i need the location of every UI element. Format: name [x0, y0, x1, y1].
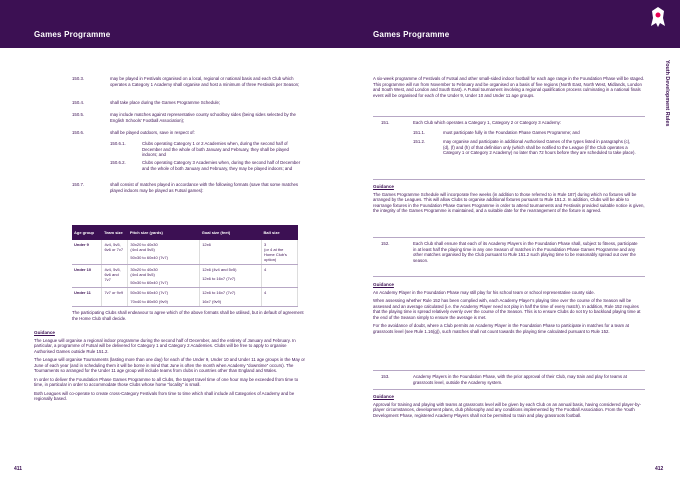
rule-text: shall consist of matches played in accordance with the following formats (save that some matches played indoors may be played as Futsal games):	[110, 182, 299, 193]
left-page-header: Games Programme	[34, 30, 111, 39]
table-cell: 4	[262, 288, 298, 307]
rule-number: 151.2.	[413, 139, 426, 144]
right-intro	[373, 76, 645, 101]
page-number-right: 412	[655, 466, 664, 472]
rule-number: 150.6.	[72, 130, 85, 135]
table-cell	[200, 288, 262, 307]
cell-line: 3	[264, 242, 267, 247]
formats-table	[72, 225, 298, 307]
table-header: Age group	[72, 225, 102, 240]
table-cell	[200, 265, 262, 288]
table-cell	[128, 240, 200, 265]
cell-line: (4v4 and 5v5)	[130, 272, 155, 277]
cell-line: 30x20 to 40x30	[130, 242, 158, 247]
guidance-paragraph: In order to deliver the Foundation Phase Games Programme to all Clubs, the target travel time of one hour may be exceeded from time to time, in particular in order to accommodate those Clubs whose home “locality” is small.	[34, 376, 299, 388]
rule-text: Academy Players in the Foundation Phase, with the prior approval of their Club, may train and play for teams at grassroots level, outside the Academy system.	[413, 374, 627, 385]
rule-number: 150.4.	[72, 100, 85, 105]
table-cell	[128, 288, 200, 307]
guidance-paragraph: For the avoidance of doubt, where a Club permits an Academy Player in the Foundation Phase to participate in matches for a team at grassroots level (see Rule 1.16(g)), such matches shall not count towards the playing time calculated pursuant to Rule 152.	[373, 323, 629, 334]
table-row	[72, 240, 298, 265]
guidance-paragraph: Approval for training and playing with teams at grassroots level will be given by each Club on an annual basis, having considered player-by-player circumstances, development plans, club philosophy and any conditions implemented by The Football Association. From the Youth Development Phase, registered Academy Players shall not be permitted to train and play grassroots football.	[373, 401, 642, 418]
rule-text: may be played in Festivals organised on a local, regional or national basis and each Club which operates a Category 1 Academy shall organise and host a minimum of three Festivals per Season;	[110, 76, 300, 87]
cell-line: 12x6 to 16x7 (7v7)	[202, 276, 236, 281]
page-number-left: 411	[14, 466, 23, 472]
rule-text: must participate fully in the Foundation Phase Games Programme; and	[443, 130, 580, 135]
cell-line: 12x6	[202, 242, 211, 247]
table-cell: Under 10	[72, 265, 102, 288]
side-title: Youth Development Rules	[664, 60, 670, 127]
table-row	[72, 265, 298, 288]
rule-number: 152.	[381, 241, 390, 246]
rule-text: shall be played outdoors, save in respect of:	[110, 130, 195, 135]
right-guidance-2	[373, 278, 645, 337]
cell-line: 70x40 to 80x50 (9v9)	[130, 299, 168, 304]
after-table-text: The participating Clubs shall endeavour to agree which of the above formats shall be utilised, but in default of agreement the Home Club shall decide.	[72, 310, 304, 321]
rule-text: Each Club shall ensure that each of its Academy Players in the Foundation Phase shall, subject to fitness, participate in at least half the playing time in any one Season of matches in the Foundation Phase Games Programme and any other matches organised by the Club pursuant to Rule 151.2 such playing time to be reasonably spread out over the season.	[413, 241, 638, 263]
table-cell	[262, 240, 298, 265]
table-header-row	[72, 225, 298, 240]
cell-line: 30x20 to 40x30	[130, 267, 158, 272]
rule-number: 150.7.	[72, 182, 85, 187]
guidance-paragraph: An Academy Player in the Foundation Phase may still play for his school team or school representative county side.	[373, 289, 595, 295]
rule-text: Each Club which operates a Category 1, Category 2 or Category 3 Academy:	[413, 120, 562, 125]
cell-line: 50x30 to 60x40 (7v7)	[130, 290, 168, 295]
guidance-heading: Guidance	[373, 394, 394, 399]
guidance-paragraph: When assessing whether Rule 152 has been complied with, each Academy Player’s playing time over the course of the Season will be assessed and an average calculated (i.e. the Academy Player need not play in half the time of every match). In addition, Rule 152 requires that the playing time is spread relatively evenly over the course of the Season. This is to ensure Clubs do not try to backload playing time at the end of the Season simply to ensure the average is met.	[373, 298, 641, 320]
rule-text: may include matches against representative county schoolboy sides (being sides selected by the English Schools’ Football Association);	[110, 112, 296, 123]
table-header: Goal size (feet)	[200, 225, 262, 240]
cell-line: 50x30 to 60x40 (7v7)	[130, 280, 168, 285]
rule-text: Clubs operating Category 1 or 2 Academies when, during the second half of December and the whole of both January and February, they shall be played indoors; and	[142, 141, 289, 158]
rule-text: shall take place during the Games Programme Schedule;	[110, 100, 221, 105]
right-guidance-3	[373, 390, 645, 421]
cell-line: 50x30 to 60x40 (7v7)	[130, 255, 168, 260]
rule-152-box	[373, 237, 645, 277]
rule-153-box	[373, 370, 645, 390]
cell-line: (or 4 at the Home Club’s option)	[264, 247, 287, 262]
rule-text: may organise and participate in additional Authorised Games of the types listed in paragraphs (c), (d), (f) and (h) of that definition only (which shall be notified to the League (if the Club operates a Category 1 or Category 2 Academy) no later than 72 hours before they are scheduled to take place).	[443, 139, 636, 156]
guidance-heading: Guidance	[34, 330, 55, 335]
table-cell: Under 11	[72, 288, 102, 307]
rule-number: 150.6.2.	[110, 160, 126, 165]
guidance-heading: Guidance	[373, 184, 394, 189]
right-guidance-1	[373, 180, 645, 217]
table-header: Pitch size (yards)	[128, 225, 200, 240]
cell-line: (4v4 and 5v5)	[130, 247, 155, 252]
guidance-heading: Guidance	[373, 282, 394, 287]
table-row	[72, 288, 298, 307]
cell-line: 16x7 (9v9)	[202, 299, 222, 304]
left-guidance	[34, 326, 306, 405]
cell-line: 12x6 (4v4 and 5v5)	[202, 267, 237, 272]
league-lion-logo-icon	[650, 6, 666, 28]
table-cell	[200, 240, 262, 265]
guidance-paragraph: The League will organise Tournaments (lasting more than one day) for each of the Under 9, Under 10 and Under 11 age groups in the May or June of each year (and in scheduling them it will be borne in mind that June is often the month when Academy “downtime” occurs). The Tournaments so arranged for the Under 11 age group will include teams from clubs in countries other than England and Wales.	[34, 357, 306, 374]
table-cell: 4v4, 5v5, 6v6 or 7v7	[102, 240, 128, 265]
table-header: Team size	[102, 225, 128, 240]
table-cell: 4	[262, 265, 298, 288]
guidance-paragraph: The Games Programme Schedule will incorporate free weeks (in addition to those referred to in Rule 187) during which no fixtures will be arranged by the Leagues. This will allow Clubs to organise additional fixtures pursuant to Rule 151.2. In addition, Clubs will be able to rearrange fixtures in the Foundation Phase Games Programme in order to attend tournaments and Festivals provided suitable notice is given, the integrity of the Games Programme is maintained, and a suitable date for the rearrangement of the fixture is agreed.	[373, 191, 645, 214]
table-cell: Under 9	[72, 240, 102, 265]
table-header: Ball size	[262, 225, 298, 240]
rule-151-box	[373, 116, 645, 180]
rule-number: 150.3.	[72, 76, 85, 81]
rule-number: 153.	[381, 374, 390, 379]
rule-text: Clubs operating Category 3 Academies when, during the second half of December and the whole of both January and February, they may be played indoors; and	[142, 160, 301, 171]
rule-number: 150.5.	[72, 112, 85, 117]
table-cell: 4v4, 5v5, 6v6 and 7v7	[102, 265, 128, 288]
guidance-paragraph: The League will organise a regional indoor programme during the second half of December, and the entirety of January and February. In particular, a programme of Futsal will be delivered for Category 1 and Category 2 Academies. Clubs will be free to apply to organise Authorised Games outside Rule 151.2.	[34, 337, 296, 354]
table-cell: 7v7 or 9v9	[102, 288, 128, 307]
left-page-lower	[72, 310, 304, 324]
rule-number: 150.6.1.	[110, 141, 126, 146]
table-cell	[128, 265, 200, 288]
rule-number: 151.	[381, 120, 390, 125]
guidance-paragraph: Both Leagues will co-operate to create cross-Category Festivals from time to time which shall include all Categories of Academy and be regionally based.	[34, 390, 295, 402]
rule-number: 151.1.	[413, 130, 426, 135]
intro-paragraph: A six-week programme of Festivals of Futsal and other small-sided indoor football for each age range in the Foundation Phase will be staged. This programme will run from November to February and be organised on a basis of five regions (North East, North West, Midlands, London and South West, and London and South East). A Futsal tournament involving a regional qualification process culminating in a national finals event will be organised for each of the Under 9, Under 10 and Under 11 age groups.	[373, 76, 645, 98]
right-page-header: Games Programme	[373, 30, 450, 39]
cell-line: 12x6 to 16x7 (7v7)	[202, 290, 236, 295]
